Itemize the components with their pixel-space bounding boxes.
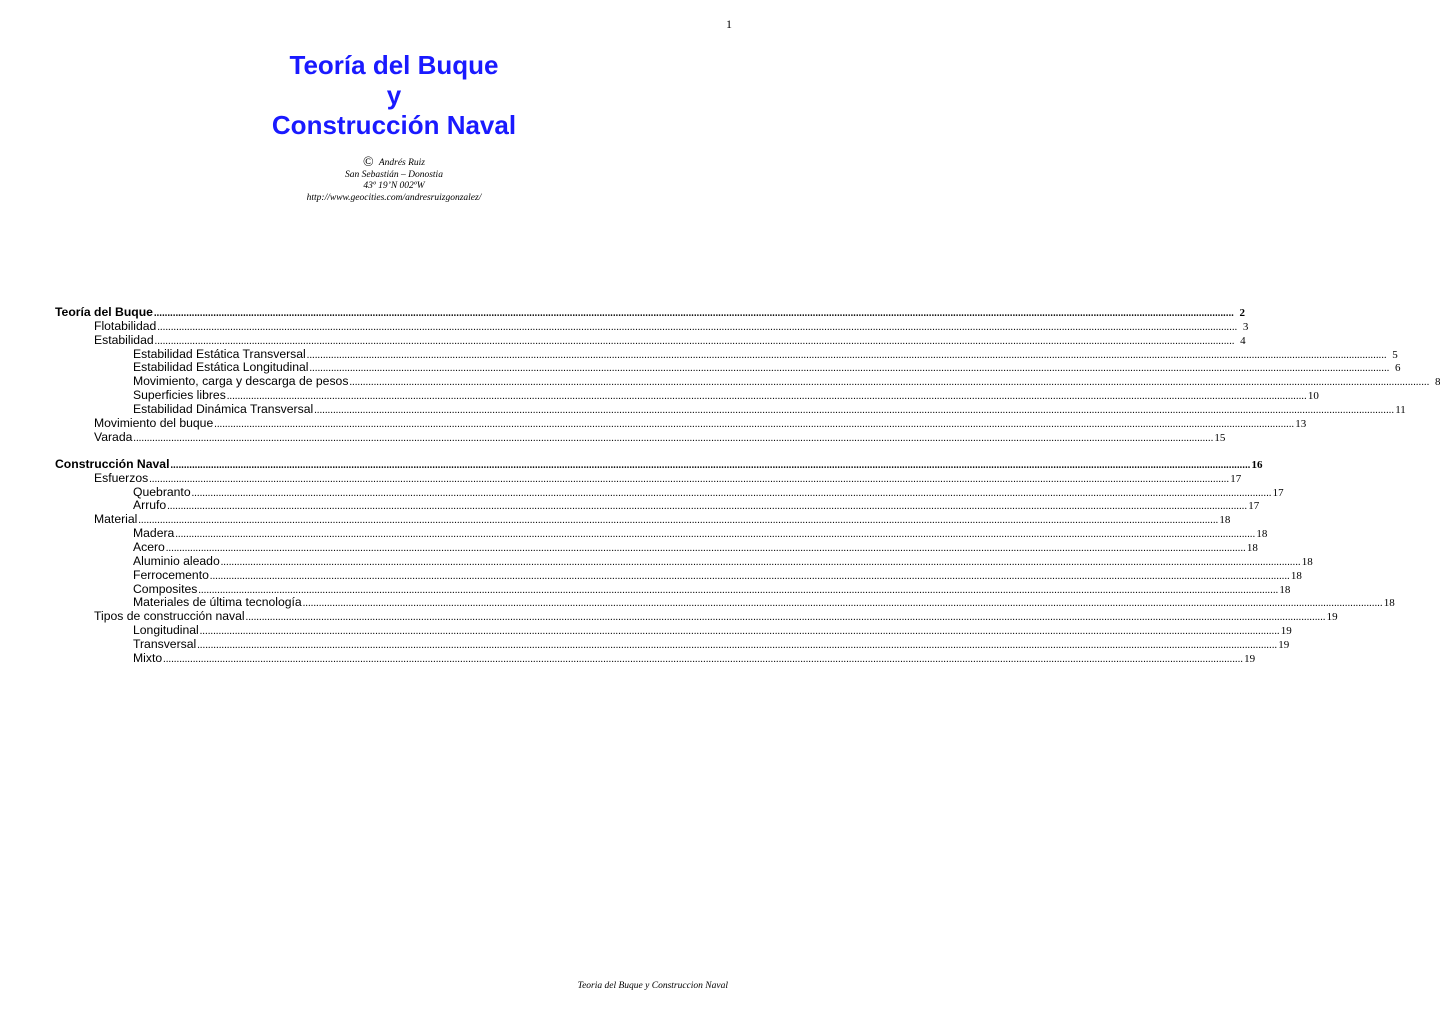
toc-leader-dots: ................................................................................................................................................................................................................................................................................................................................................................................................................ <box>163 653 1244 665</box>
toc-leader-dots: ................................................................................................................................................................................................................................................................................................................................................................................................................ <box>226 391 1307 403</box>
toc-leader-dots: ................................................................................................................................................................................................................................................................................................................................................................................................................ <box>149 473 1230 485</box>
toc-entry[interactable] <box>55 540 1258 555</box>
author-line <box>0 157 788 170</box>
toc-entry-page: 10 <box>1307 390 1319 403</box>
toc-entry[interactable] <box>55 346 1398 362</box>
toc-entry-label: Teoría del Buque <box>55 305 153 319</box>
toc-leader-dots: ................................................................................................................................................................................................................................................................................................................................................................................................................ <box>199 626 1280 638</box>
toc-entry-label: Esfuerzos <box>94 470 149 485</box>
toc-entry[interactable] <box>55 401 1406 417</box>
toc-leader-dots: ................................................................................................................................................................................................................................................................................................................................................................................................................ <box>349 377 1430 389</box>
toc-entry-page: 11 <box>1395 403 1406 416</box>
toc-entry[interactable] <box>55 581 1291 597</box>
toc-entry-page: 18 <box>1290 569 1302 582</box>
toc-entry-page: 18 <box>1246 542 1258 554</box>
page-number: 1 <box>726 17 732 31</box>
toc-entry[interactable] <box>55 360 1401 375</box>
toc-entry[interactable] <box>55 526 1268 541</box>
toc-entry-label: Varada <box>94 429 133 444</box>
toc-leader-dots: ................................................................................................................................................................................................................................................................................................................................................................................................................ <box>302 598 1383 610</box>
toc-leader-dots: ................................................................................................................................................................................................................................................................................................................................................................................................................ <box>157 321 1238 333</box>
copyright-symbol: © <box>362 155 374 170</box>
toc-entry-page: 18 <box>1219 514 1231 527</box>
toc-entry-page: 18 <box>1256 528 1268 541</box>
toc-leader-dots: ................................................................................................................................................................................................................................................................................................................................................................................................................ <box>214 418 1295 430</box>
toc-entry-page: 18 <box>1301 555 1313 568</box>
toc-leader-dots: ................................................................................................................................................................................................................................................................................................................................................................................................................ <box>154 335 1235 347</box>
toc-entry[interactable] <box>55 456 1263 472</box>
toc-entry-label: Estabilidad Estática Transversal <box>133 346 306 361</box>
toc-entry[interactable] <box>55 623 1292 638</box>
toc-entry-label: Superficies libres <box>133 388 226 403</box>
author-url: http://www.geocities.com/andresruizgonzalez/ <box>306 192 482 203</box>
toc-entry-label: Estabilidad Dinámica Transversal <box>133 401 314 416</box>
toc-section-gap <box>55 444 604 458</box>
toc-leader-dots: ................................................................................................................................................................................................................................................................................................................................................................................................................ <box>138 515 1219 527</box>
toc-entry-page: 5 <box>1392 348 1398 361</box>
toc-entry-page: 3 <box>1242 320 1249 333</box>
toc-entry-page: 19 <box>1244 652 1256 665</box>
toc-entry[interactable] <box>55 305 1245 320</box>
toc-leader-dots: ................................................................................................................................................................................................................................................................................................................................................................................................................ <box>167 501 1248 513</box>
toc-leader-dots: ................................................................................................................................................................................................................................................................................................................................................................................................................ <box>306 349 1387 361</box>
toc-leader-dots: ................................................................................................................................................................................................................................................................................................................................................................................................................ <box>175 529 1256 541</box>
toc-entry-page: 18 <box>1279 583 1291 596</box>
coordinates: 43º 19’N 002ºW <box>363 181 425 191</box>
toc-entry[interactable] <box>55 567 1302 583</box>
toc-entry-label: Composites <box>133 581 198 596</box>
toc-entry-page: 17 <box>1272 486 1284 499</box>
toc-entry-label: Material <box>94 512 138 527</box>
toc-entry[interactable] <box>55 650 1256 666</box>
document-title <box>0 50 788 140</box>
toc-entry-label: Estabilidad <box>94 332 154 347</box>
toc-entry-label: Mixto <box>133 650 163 665</box>
toc-leader-dots: ................................................................................................................................................................................................................................................................................................................................................................................................................ <box>197 639 1278 651</box>
toc-entry-label: Tipos de construcción naval <box>94 609 245 624</box>
toc-entry[interactable] <box>55 332 1246 348</box>
toc-entry[interactable] <box>55 374 1440 389</box>
toc-leader-dots: ................................................................................................................................................................................................................................................................................................................................................................................................................ <box>133 432 1214 444</box>
toc-entry-label: Materiales de última tecnología <box>133 595 302 610</box>
footer-text: Teoria del Buque y Construccion Naval <box>577 981 728 991</box>
toc-entry-label: Acero <box>133 540 165 554</box>
toc-entry-label: Quebranto <box>133 484 191 499</box>
toc-entry-label: Movimiento del buque <box>94 415 214 430</box>
location: San Sebastián – Donostia <box>345 169 443 180</box>
toc-leader-dots: ................................................................................................................................................................................................................................................................................................................................................................................................................ <box>309 363 1390 375</box>
toc-entry[interactable] <box>55 415 1307 431</box>
toc-entry-page: 18 <box>1383 597 1395 610</box>
toc-entry-page: 6 <box>1394 362 1401 375</box>
toc-leader-dots: ................................................................................................................................................................................................................................................................................................................................................................................................................ <box>209 570 1290 582</box>
toc-entry-page: 17 <box>1248 500 1260 513</box>
toc-entry[interactable] <box>55 388 1319 403</box>
toc-entry[interactable] <box>55 484 1284 500</box>
toc-entry[interactable] <box>55 609 1338 624</box>
toc-entry-label: Movimiento, carga y descarga de pesos <box>133 374 349 389</box>
toc-entry-label: Aluminio aleado <box>133 553 220 568</box>
title-line-3: Construcción Naval <box>271 110 517 140</box>
toc-entry-label: Transversal <box>133 636 197 651</box>
toc-entry-label: Construcción Naval <box>55 456 170 471</box>
toc-leader-dots: ................................................................................................................................................................................................................................................................................................................................................................................................................ <box>198 584 1279 596</box>
title-line-1: Teoría del Buque <box>289 50 499 80</box>
toc-entry[interactable] <box>55 636 1290 652</box>
toc-entry-label: Flotabilidad <box>94 318 157 333</box>
toc-entry-label: Estabilidad Estática Longitudinal <box>133 360 309 375</box>
toc-entry-page: 19 <box>1278 638 1290 651</box>
toc-leader-dots: ................................................................................................................................................................................................................................................................................................................................................................................................................ <box>191 487 1272 499</box>
toc-leader-dots: ................................................................................................................................................................................................................................................................................................................................................................................................................ <box>165 543 1246 554</box>
toc-entry-page: 19 <box>1326 611 1338 624</box>
toc-entry-page: 13 <box>1295 417 1307 430</box>
toc-entry-page: 19 <box>1280 625 1292 638</box>
toc-entry[interactable] <box>55 595 1395 610</box>
toc-entry-label: Longitudinal <box>133 623 199 638</box>
toc-leader-dots: ................................................................................................................................................................................................................................................................................................................................................................................................................ <box>314 404 1395 416</box>
toc-entry[interactable] <box>55 318 1249 334</box>
toc-leader-dots: ................................................................................................................................................................................................................................................................................................................................................................................................................ <box>153 308 1234 319</box>
table-of-contents <box>55 305 1440 666</box>
toc-entry[interactable] <box>55 553 1313 569</box>
toc-leader-dots: ................................................................................................................................................................................................................................................................................................................................................................................................................ <box>220 556 1301 568</box>
title-line-2: y <box>386 80 402 110</box>
toc-entry-page: 15 <box>1214 431 1226 444</box>
author-block <box>0 157 788 204</box>
author-name: Andrés Ruiz <box>378 158 426 168</box>
toc-entry[interactable] <box>55 470 1242 486</box>
toc-entry-label: Madera <box>133 526 175 541</box>
toc-entry-page: 2 <box>1239 307 1245 319</box>
toc-entry-label: Ferrocemento <box>133 567 209 582</box>
toc-entry[interactable] <box>55 429 1226 445</box>
toc-leader-dots: ................................................................................................................................................................................................................................................................................................................................................................................................................ <box>170 459 1251 471</box>
toc-entry-page: 16 <box>1251 458 1263 471</box>
toc-leader-dots: ................................................................................................................................................................................................................................................................................................................................................................................................................ <box>245 612 1326 624</box>
toc-entry-page: 17 <box>1230 472 1242 485</box>
toc-entry[interactable] <box>55 512 1231 527</box>
toc-entry-label: Arrufo <box>133 498 167 513</box>
toc-entry-page: 8 <box>1434 376 1440 389</box>
toc-entry-page: 4 <box>1240 334 1246 347</box>
toc-entry[interactable] <box>55 498 1260 513</box>
